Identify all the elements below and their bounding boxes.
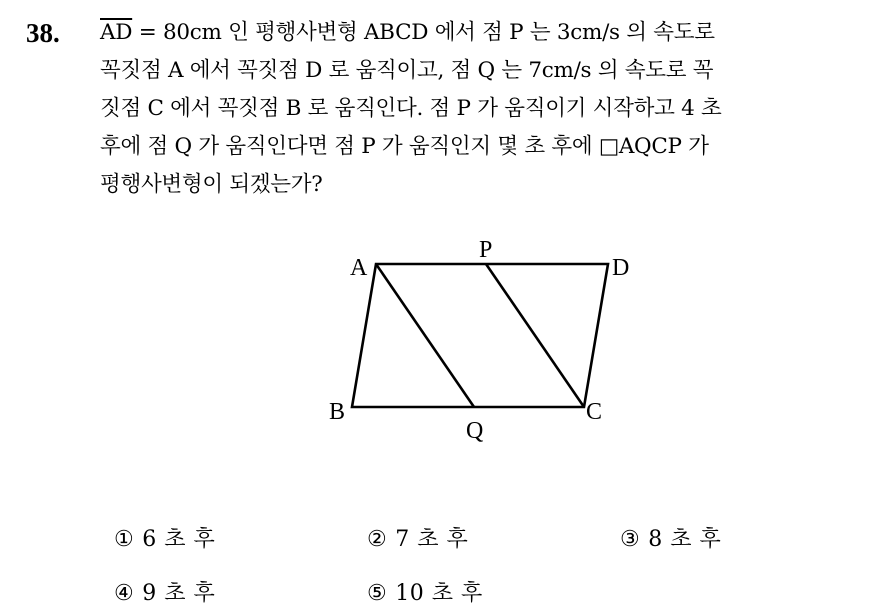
choice-5[interactable]: [367, 576, 483, 607]
label-a: A: [350, 255, 368, 281]
choice-3-text: 8 초 후: [648, 527, 722, 552]
choice-4[interactable]: [114, 576, 215, 607]
choice-5-text: 10 초 후: [395, 581, 483, 606]
question-line-2: 꼭짓점 A 에서 꼭짓점 D 로 움직이고, 점 Q 는 7cm/s 의 속도로 꼭: [100, 58, 714, 83]
choice-1-text: 6 초 후: [142, 527, 216, 552]
question-line-1-text: = 80cm 인 평행사변형 ABCD 에서 점 P 는 3cm/s 의 속도로: [132, 20, 715, 45]
choice-2-text: 7 초 후: [395, 527, 469, 552]
segment-aq: [376, 264, 474, 407]
label-p: P: [479, 237, 493, 263]
segment-ad-overline: $\overline{AD}$: [100, 20, 133, 45]
choice-4-mark: ④: [114, 581, 135, 606]
question-text: [100, 14, 870, 204]
segment-pc: [486, 264, 584, 407]
choice-2[interactable]: [367, 522, 468, 553]
choice-3[interactable]: [620, 522, 721, 553]
label-d: D: [612, 255, 630, 281]
choice-1[interactable]: [114, 522, 215, 553]
question-line-1: [100, 14, 870, 52]
question-number: 38.: [26, 18, 60, 48]
question-line-5: 평행사변형이 되겠는가?: [100, 172, 323, 197]
label-b: B: [329, 399, 346, 425]
choice-2-mark: ②: [367, 527, 388, 552]
label-c: C: [586, 399, 603, 425]
parallelogram-diagram: [310, 228, 650, 448]
choice-1-mark: ①: [114, 527, 135, 552]
choice-4-text: 9 초 후: [142, 581, 216, 606]
question-line-3: 짓점 C 에서 꼭짓점 B 로 움직인다. 점 P 가 움직이기 시작하고 4 초: [100, 96, 722, 121]
choice-5-mark: ⑤: [367, 581, 388, 606]
choice-3-mark: ③: [620, 527, 641, 552]
parallelogram-figure: [310, 228, 650, 452]
label-q: Q: [466, 418, 484, 444]
question-line-4: 후에 점 Q 가 움직인다면 점 P 가 움직인지 몇 초 후에 □AQCP 가: [100, 134, 709, 159]
